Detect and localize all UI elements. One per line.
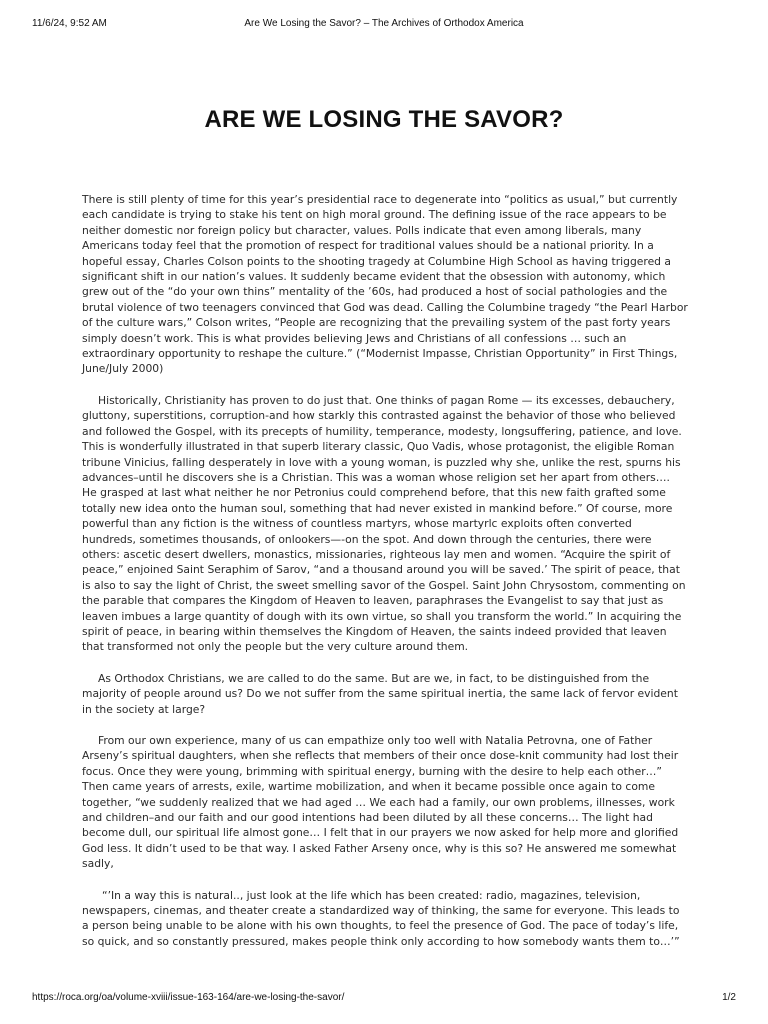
print-url[interactable]: https://roca.org/oa/volume-xviii/issue-163-164/are-we-losing-the-savor/ — [32, 992, 345, 1003]
article-title: ARE WE LOSING THE SAVOR? — [204, 106, 564, 133]
print-header — [32, 18, 736, 32]
article-paragraph: From our own experience, many of us can empathize only too well with Natalia Petrovna, one of Father Arseny’s spiritual daughters, when she reflects that members of their once dose-knit community had lost their focus. Once they were young, brimming with spiritual energy, burning with the desire to help each other…” Then came years of arrests, exile, wartime mobilization, and when it became possible once again to come together, “we suddenly realized that we had aged … We each had a family, our own problems, illnesses, work and children–and our faith and our good intentions had been diluted by all these concerns… The light had become dull, our spiritual life almost gone… I felt that in our prayers we now asked for help more and glorified God less. It didn’t used to be that way. I asked Father Arseny once, why is this so? He answered me somewhat sadly, — [82, 734, 679, 871]
print-page-number: 1/2 — [722, 992, 736, 1003]
article-paragraph: As Orthodox Christians, we are called to do the same. But are we, in fact, to be distinguished from the majority of people around us? Do we not suffer from the same spiritual inertia, the same lack of fervor evident in the society at large? — [82, 671, 678, 716]
article-paragraph: Historically, Christianity has proven to do just that. One thinks of pagan Rome — its excesses, debauchery, gluttony, superstitions, corruption-and how starkly this contrasted against the behavior of those who believed and followed the Gospel, with its precepts of humility, temperance, modesty, longsuffering, patience, and love. This is wonderfully illustrated in that superb literary classic, Quo Vadis, whose protagonist, the eligible Roman tribune Vinicius, falling desperately in love with a young woman, is puzzled why she, unlike the rest, spurns his advances–until he discovers she is a Christian. This was a woman whose religion set her apart from others…. He grasped at last what neither he nor Petronius could comprehend before, that this new faith grafted some totally new idea onto the human soul, something that had never existed in mankind before.” Of course, more powerful than any fiction is the witness of countless martyrs, whose martyrlc exploits often converted hundreds, sometimes thousands, of onlookers—-on the spot. And down through the centuries, there were others: ascetic desert dwellers, monastics, missionaries, righteous lay men and women. “Acquire the spirit of peace,” enjoined Saint Seraphim of Sarov, “and a thousand around you will be saved.’ The spirit of peace, that is also to say the light of Christ, the sweet smelling savor of the Gospel. Saint John Chrysostom, commenting on the parable that compares the Kingdom of Heaven to leaven, paraphrases the Evangelist to say that just as leaven imbues a large quantity of dough with its own virtue, so shall you transform the world.” In acquiring the spirit of peace, in bearing within themselves the Kingdom of Heaven, the saints indeed provided that leaven that transformed not only the people but the very culture around them. — [82, 393, 686, 654]
print-datetime: 11/6/24, 9:52 AM — [32, 18, 107, 29]
article-blockquote: “’In a way this is natural.., just look at the life which has been created: radio, magazines, television, newspapers, cinemas, and theater create a standardized way of thinking, the same for everyone. This leads to a person being unable to be alone with his own thoughts, to feel the presence of God. The pace of today’s life, so quick, and so constantly pressured, makes people think only according to how somebody wants them to…’” — [82, 888, 680, 948]
print-footer — [32, 992, 736, 1006]
article-body — [82, 192, 688, 965]
article-paragraph: There is still plenty of time for this year’s presidential race to degenerate into “politics as usual,” but currently each candidate is trying to stake his tent on high moral ground. The defining issue of the race appears to be neither domestic nor foreign policy but character, values. Polls indicate that even among liberals, many Americans today feel that the promotion of respect for traditional values should be a national priority. In a hopeful essay, Charles Colson points to the shooting tragedy at Columbine High School as having triggered a significant shift in our nation’s values. It suddenly became evident that the obsession with autonomy, which grew out of the “do your own thins” mentality of the ’60s, had produced a host of social pathologies and the brutal violence of two teenagers convinced that God was dead. Calling the Columbine tragedy “the Pearl Harbor of the culture wars,” Colson writes, “People are recognizing that the prevailing system of the past forty years simply doesn’t work. This is what provides believing Jews and Christians of all confessions … such an extraordinary opportunity to reshape the culture.” (“Modernist Impasse, Christian Opportunity” in First Things, June/July 2000) — [82, 193, 688, 376]
print-page-title: Are We Losing the Savor? – The Archives of Orthodox America — [244, 18, 524, 29]
